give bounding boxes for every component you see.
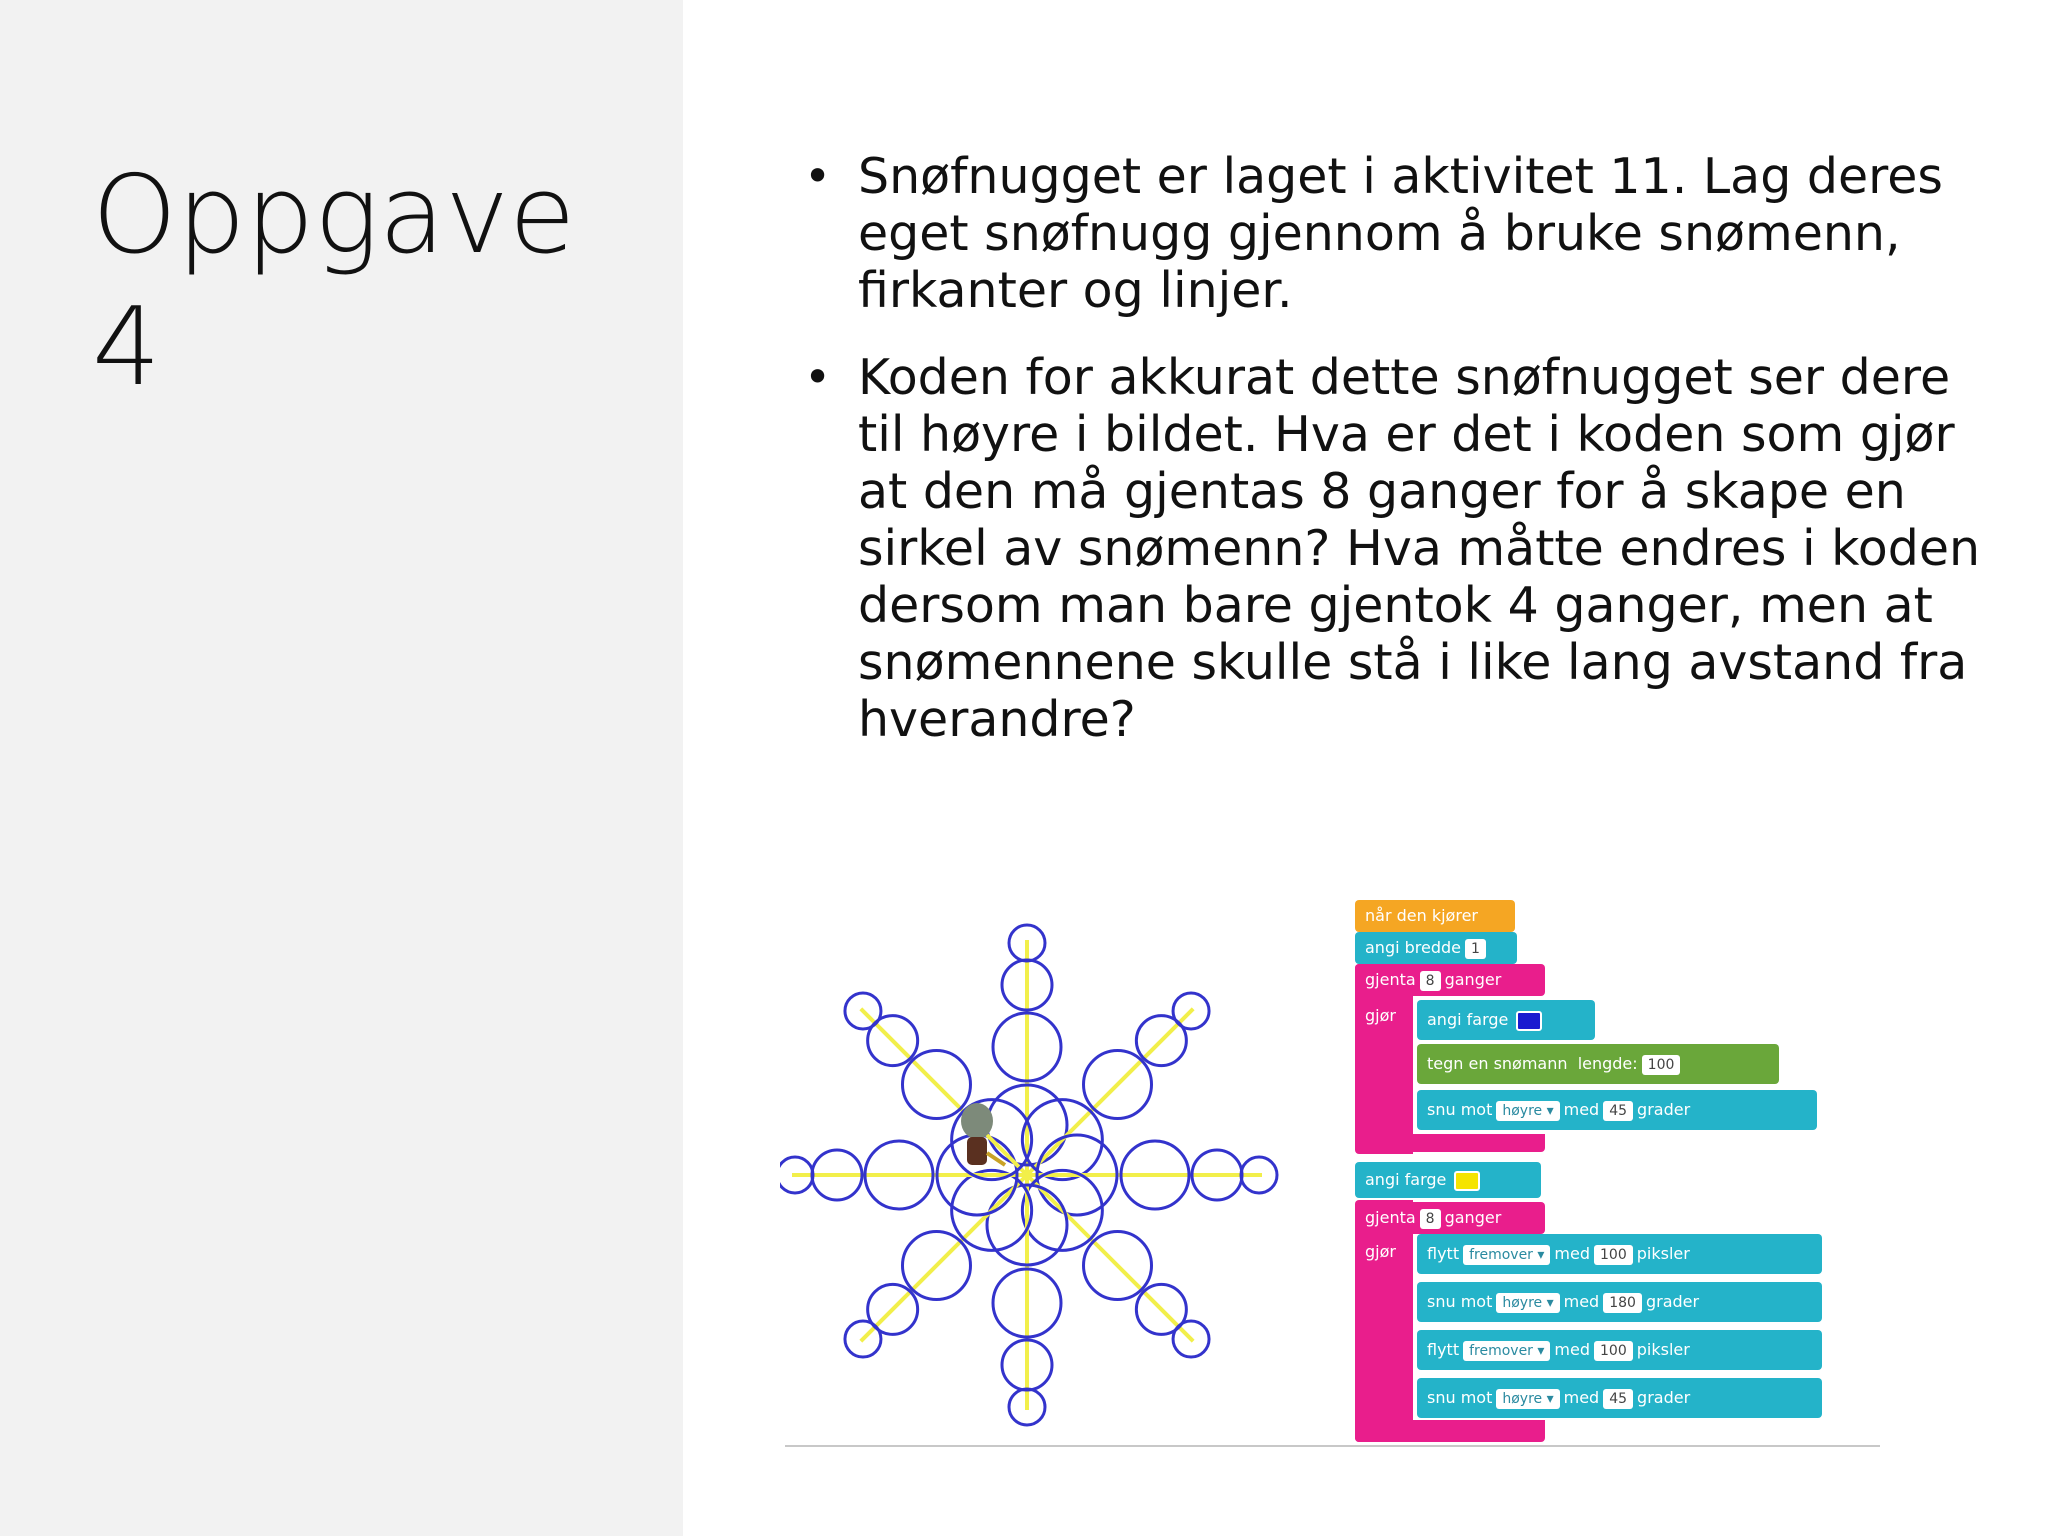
repeat2-suffix: ganger [1444, 1208, 1502, 1227]
set-color2-block[interactable] [1355, 1162, 1541, 1198]
bullet-dot: • [804, 149, 832, 203]
move1-mid: med [1554, 1244, 1591, 1263]
bullet-text: Snøfnugget er laget i aktivitet 11. Lag deres eget snøfnugg gjennom å bruke snømenn, firkanter og linjer. [858, 148, 1943, 319]
when-run-label: når den kjører [1365, 906, 1478, 925]
move2-unit: piksler [1636, 1340, 1690, 1359]
slide-title-line-1: Oppgave [92, 153, 576, 278]
move2-direction[interactable]: fremover ▾ [1463, 1341, 1550, 1361]
repeat1-suffix: ganger [1444, 970, 1502, 989]
set-color1-label: angi farge [1427, 1010, 1509, 1029]
repeat1-count[interactable]: 8 [1420, 971, 1441, 991]
repeat2-bracket-end [1355, 1420, 1545, 1442]
repeat1-bracket-end [1355, 1134, 1545, 1152]
move1-unit: piksler [1636, 1244, 1690, 1263]
set-color2-label: angi farge [1365, 1170, 1447, 1189]
when-run-block[interactable] [1355, 900, 1515, 932]
turn2-mid: med [1563, 1292, 1600, 1311]
turn2-block[interactable] [1417, 1282, 1822, 1322]
move1-value[interactable]: 100 [1594, 1245, 1633, 1265]
move1-direction[interactable]: fremover ▾ [1463, 1245, 1550, 1265]
bullet-item [800, 349, 2000, 748]
turn1-unit: grader [1637, 1100, 1691, 1119]
do2-label-block [1355, 1236, 1413, 1268]
snowflake-drawing [780, 880, 1300, 1450]
turn3-prefix: snu mot [1427, 1388, 1493, 1407]
draw-snowman-block[interactable] [1417, 1044, 1779, 1084]
set-color1-block[interactable] [1417, 1000, 1595, 1040]
turn3-unit: grader [1637, 1388, 1691, 1407]
turn1-value[interactable]: 45 [1603, 1101, 1633, 1121]
bullet-list [800, 148, 2000, 778]
turn2-value[interactable]: 180 [1603, 1293, 1642, 1313]
slide-title-line-2: 4 [92, 285, 161, 410]
move1-block[interactable] [1417, 1234, 1822, 1274]
turn3-value[interactable]: 45 [1603, 1389, 1633, 1409]
bullet-dot: • [804, 350, 832, 404]
turn3-direction[interactable]: høyre ▾ [1496, 1389, 1559, 1409]
set-width-block[interactable] [1355, 932, 1517, 964]
move2-prefix: flytt [1427, 1340, 1460, 1359]
turn1-prefix: snu mot [1427, 1100, 1493, 1119]
sprite-body [967, 1137, 987, 1165]
turn1-direction[interactable]: høyre ▾ [1496, 1101, 1559, 1121]
slide-title [92, 150, 652, 414]
code-blocks [1355, 900, 1875, 1445]
do1-label: gjør [1365, 1006, 1396, 1025]
turn2-prefix: snu mot [1427, 1292, 1493, 1311]
repeat2-block[interactable] [1355, 1202, 1545, 1234]
do1-label-block [1355, 1000, 1413, 1032]
set-width-label: angi bredde [1365, 938, 1462, 957]
move2-block[interactable] [1417, 1330, 1822, 1370]
title-panel [0, 0, 683, 1536]
move2-value[interactable]: 100 [1594, 1341, 1633, 1361]
sprite-head [961, 1103, 993, 1139]
repeat1-prefix: gjenta [1365, 970, 1416, 989]
move2-mid: med [1554, 1340, 1591, 1359]
do2-label: gjør [1365, 1242, 1396, 1261]
turn2-direction[interactable]: høyre ▾ [1496, 1293, 1559, 1313]
turn3-mid: med [1563, 1388, 1600, 1407]
draw-snowman-label: tegn en snømann [1427, 1054, 1568, 1073]
figure-baseline [785, 1445, 1880, 1447]
bullet-item [800, 148, 2000, 319]
length-value[interactable]: 100 [1642, 1055, 1681, 1075]
bullet-text: Koden for akkurat dette snøfnugget ser dere til høyre i bildet. Hva er det i koden som gjør at den må gjentas 8 ganger for å skape en sirkel av snømenn? Hva måtte endres i koden dersom man bare gjentok 4 ganger, men at snømennene skulle stå i like lang avstand fra hverandre? [858, 349, 1981, 748]
length-label: lengde: [1577, 1054, 1638, 1073]
set-color2-swatch[interactable] [1454, 1171, 1480, 1191]
set-color1-swatch[interactable] [1516, 1011, 1542, 1031]
turn2-unit: grader [1645, 1292, 1700, 1311]
turn1-mid: med [1563, 1100, 1600, 1119]
snowflake-figure [780, 880, 1890, 1450]
repeat2-count[interactable]: 8 [1420, 1209, 1441, 1229]
set-width-value[interactable]: 1 [1465, 939, 1486, 959]
move1-prefix: flytt [1427, 1244, 1460, 1263]
turn3-block[interactable] [1417, 1378, 1822, 1418]
repeat1-block[interactable] [1355, 964, 1545, 996]
turn1-block[interactable] [1417, 1090, 1817, 1130]
repeat2-prefix: gjenta [1365, 1208, 1416, 1227]
